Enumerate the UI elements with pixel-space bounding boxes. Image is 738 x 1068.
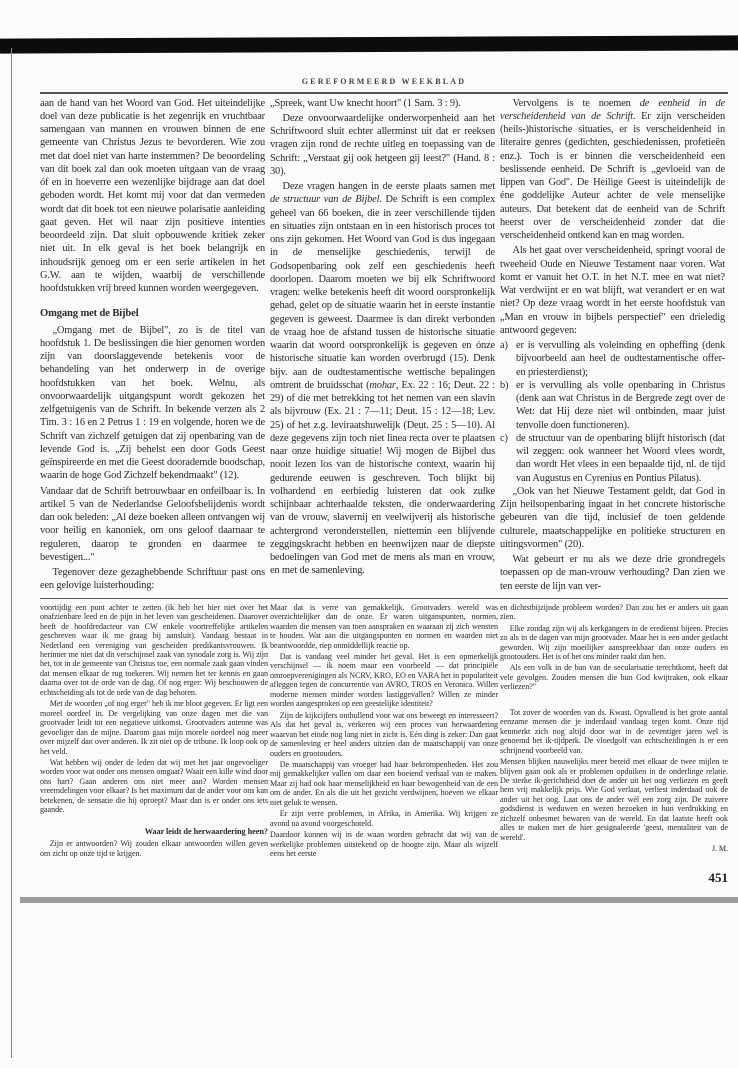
paragraph-text: , Ex. 22 : 16; Deut. 22 : 29) of die met betrekking tot het nemen van een slavin als bijvrouw (Ex. 21 : 7—11; Deut. 15 : 12—18; Lev. 25) of het z.g. leviraatshuwelijk (Deut. 25 : 5—10). Al deze gegevens zijn toch niet linea recta over te plaatsen naar onze huidige situatie! Wij mogen de Bijbel dus nooit lezen los van de historische context, waarin hij gedurende eeuwen is geschreven. Toch blijkt bij volhardend en eerbiedig luisteren dat ook zulke schijnbaar achterhaalde teksten, die onderwaardering van de vrouw, slavernij en veelwijverij als historische achtergrond veronderstellen, niettemin een blijvende zeggingskracht hebben en heenwijzen naar de diepste bedoelingen van God met de mens als man en vrouw, en met de samenleving. [270, 379, 495, 577]
paragraph [270, 652, 498, 709]
paragraph-text: Mensen blijken nauwelijks meer bereid met elkaar de twee mijlen te blijven gaan ook als er problemen opduiken in de onderlinge relatie. De sterke ik-gerichtheid doet de ander uit het oog verliezen en geeft hem vrij makkelijk prijs. Wie God verlaat, verliest inderdaad ook de ander uit het oog. Laat ons de ander wèl een zorg zijn. De zuivere godsdienst is weduwen en wezen bezoeken in hun verdrukking en zichzelf onbesmet bewaren van de wereld. En dat laatste heeft ook alles te maken met de hier gesignaleerde 'geest, mentaliteit van de wereld'. [500, 757, 728, 842]
paragraph [270, 711, 498, 758]
paragraph-text: voortijdig een punt achter te zetten (ik heb het hier niet over het onafzienbare leed en de pijn in het leven van gescheidenen. Daarover heeft de hoofdredacteur van CW enkele voortreffelijke artikelen geschreven waar ik me graag bij aansluit). Vandaag bestaat in Nederland een vereniging van gescheiden predikantsvrouwen. Ik herinner me niet dat dit verschijnsel zaak van synodale zorg is. Wij zijn het, tot in de gemeente van Christus toe, een normale zaak gaan vinden dat mensen elkaar de rug toekeren. Wij nemen het ter kennis en gaan daarna over tot de orde van de dag. Of nog erger: Wij beschouwen de echtscheiding als tot de orde van de dag behoren. [40, 602, 268, 697]
paragraph [40, 839, 268, 858]
paragraph [270, 809, 498, 828]
paragraph [270, 603, 498, 650]
paragraph [500, 757, 728, 842]
paragraph-text: Tegenover deze gezaghebbende Schriftuur past ons een gelovige luisterhouding: [40, 567, 265, 592]
paragraph-text: De maatschappij van vroeger had haar bekrompenheden. Het zou mij gemakkelijker vallen om daar een boeiend verhaal van te maken. Maar zij had ook haar menselijkheid en haar bewogenheid van de een om de ander. En als die uit het gezicht verdwijnen, hoeven we elkaar niet geluk te wensen. [270, 760, 498, 807]
paragraph [40, 485, 265, 565]
list-item [500, 339, 725, 379]
paragraph-text: aan de hand van het Woord van God. Het uiteindelijke doel van deze publicatie is het zegenrijk en vruchtbaar samengaan van mannen en vrouwen binnen de ene gemeente van Christus Jezus te bevorderen. Wie zou met dat doel niet van harte instemmen? De beoordeling van dit boek zal dan ook moeten uitgaan van de vraag óf en in hoeverre een wezenlijke bijdrage aan dat doel geboden wordt. Het komt mij voor dat dan vermeden wordt dat dit boek tot een nieuwe polarisatie aanleiding gaat geven. Het wil naar zijn positieve intenties beoordeeld zijn. Dat sluit opbouwende kritiek zeker niet uit. In elk geval is het boek belangrijk en inhoudsrijk genoeg om er een serie artikelen in het G.W. aan te wijden, waarbij de verschillende hoofdstukken vrij breed kunnen worden weergegeven. [40, 97, 265, 294]
paragraph [500, 603, 728, 622]
scan-bottom-edge [20, 897, 738, 903]
paragraph [270, 180, 495, 578]
bottom-column-3 [500, 603, 728, 854]
emphasis-text: de structuur van de Bijbel [270, 194, 380, 206]
paragraph-text: Wat gebeurt er nu als we deze drie grondregels toepassen op de man-vrouw verhouding? Dan zien we ten eerste de lijn van ver- [500, 554, 725, 592]
emphasis-text: de eenheid in de verscheidenheid van de Schrift [500, 97, 725, 122]
paragraph [270, 760, 498, 807]
paragraph-text: „Omgang met de Bijbel", zo is de titel van hoofdstuk 1. De beslissingen die hier genomen worden zijn van doorslaggevende betekenis voor de behandeling van het onderwerp in de overige hoofdstukken van het boek. Welnu, als onvoorwaardelijk uitgangspunt wordt gekozen het zelfgetuigenis van de Schrift. In bekende verzen als 2 Tim. 3 : 16 en 2 Petrus 1 : 19 en volgende, horen we de Schrift van zichzelf getuigen dat zij openbaring van de levende God is. „Zij behelst een door Gods Geest geïnspireerde en met die Geest doorademde boodschap, waarin de hoge God Zichzelf bekendmaakt" (12). [40, 324, 265, 482]
list-item [500, 432, 725, 485]
paragraph [40, 758, 268, 815]
enumerated-list [500, 339, 725, 485]
top-section [40, 97, 728, 595]
list-item [500, 379, 725, 432]
paragraph-text: Daardoor kunnen wij in de waan worden gebracht dat wij van de werkelijke problemen uitstekend op de hoogte zijn. Maar als wijzelf eens het eerste [270, 830, 498, 859]
bottom-column-1 [40, 603, 268, 860]
paragraph-text: Vandaar dat de Schrift betrouwbaar en onfeilbaar is. In artikel 5 van de Nederlandse Geloofsbelijdenis wordt dan ook beleden: „Al deze boeken alleen ontvangen wij voor heilig en kanoniek, om ons geloof daarnaar te reguleren, daarop te gronden en daarmee te bevestigen..." [40, 485, 265, 563]
bottom-column-2 [270, 603, 498, 861]
paragraph [500, 485, 725, 551]
paragraph-text: . De Schrift is een complex geheel van 66 boeken, die in zeer verschillende tijden en situaties zijn ontstaan en in een historisch proces tot ons zijn gekomen. Het Woord van God is dus ingegaan in de menselijke geschiedenis, terwijl de Godsopenbaring ook zelf een geschiedenis heeft doorlopen. Daarom moeten we bij elk Schriftwoord vragen: welke betekenis heeft dit woord oorspronkelijk gehad, gelet op de situatie waarin het in eerste instantie gegeven is geweest. Daarmee is dan direkt verbonden de vraag hoe de afstand tussen de historische situatie waarin dat woord oorspronkelijk is gegeven en ónze historische situatie kan worden overbrugd (15). Denk bijv. aan de oudtestamentische wettische bepalingen omtrent de bruidsschat ( [270, 194, 496, 391]
paragraph [40, 324, 265, 483]
section-divider [40, 598, 728, 599]
section-heading: Waar leidt de herwaardering heen? [144, 826, 268, 836]
top-column-1 [40, 97, 265, 595]
spacer [500, 694, 728, 708]
paragraph [500, 97, 725, 243]
paragraph [270, 112, 495, 178]
paragraph-text: „Ook van het Nieuwe Testament geldt, dat God in Zijn heilsopenbaring ingaat in het concrete historische gebeuren van die tijd, inclusief de toen geldende culturele, maatschappelijke en politieke structuren en uitingsvormen" (20). [500, 485, 725, 550]
paragraph-text: Zijn er antwoorden? Wij zouden elkaar antwoorden willen geven om zicht op onze tijd te krijgen. [40, 839, 268, 858]
paragraph-text: Als het gaat over verscheidenheid, springt vooral de tweeheid Oude en Nieuwe Testament naar voren. Wat komt er vanuit het O.T. in het N.T. mee en wat niet? Wat verdwijnt er en wat blijft, wat verandert er en wat niet? Op deze vraag wordt in het eerste hoofdstuk van „Man en vrouw in bijbels perspectief" een drieledig antwoord gegeven: [500, 245, 725, 336]
paragraph [500, 663, 728, 691]
paragraph [500, 244, 725, 337]
paragraph-text: Er zijn verre problemen, in Afrika, in Amerika. Wij krijgen ze avond na avond voorgeschoteld. [270, 809, 498, 828]
emphasis-text: mohar [369, 379, 396, 391]
section-heading: Omgang met de Bijbel [40, 308, 139, 320]
list-label: a) [500, 340, 508, 351]
author-signature: J. M. [711, 844, 728, 854]
top-column-3 [500, 97, 725, 595]
page-number: 451 [708, 869, 728, 885]
list-label: c) [500, 432, 508, 444]
paragraph-text: Deze onvoorwaardelijke onderworpenheid aan het Schriftwoord sluit echter allerminst uit dat er reeksen vragen zijn rond de rechte uitleg en toepassing van de Schrift: „Verstaat gij ook hetgeen gij leest?" (Hand. 8 : 30). [270, 112, 495, 177]
paragraph-text: Elke zondag zijn wij als kerkgangers in de eredienst bijeen. Precies zo als in de dagen van mijn grootvader. Maar het is een ander geslacht geworden. Wij zijn moeilijker aanspreekbaar dan onze ouders en grootouders. Het is of het ons minder raakt dan hen. [500, 623, 728, 662]
paragraph-text: Tot zover de woorden van ds. Kwast. Opvallend is het grote aantal eenzame mensen die je inderdaad vandaag tegen komt. Onze tijd kenmerkt zich nog altijd door wat in de zeventiger jaren wel is genoemd het ik-tijdperk. De vloedgolf van echtscheidingen is er een schrijnend voorbeeld van. [500, 707, 728, 755]
bottom-section [40, 603, 728, 861]
top-column-2 [270, 97, 495, 580]
paragraph [270, 97, 495, 110]
paragraph [500, 624, 728, 662]
paragraph-text: Zijn de kijkcijfers onthullend voor wat ons beweegt en interesseert? Als dat het geval is, verkeren wij een proces van herwaardering waarvan het einde nog lang niet in zicht is. Eén ding is zeker: Dan gaat de samenleving er heel anders uitzien dan de maatschappij van onze ouders en grootouders. [270, 710, 498, 758]
paragraph-text: Vervolgens is te noemen [512, 97, 640, 109]
page-footer [40, 861, 728, 887]
list-label: b) [500, 379, 509, 391]
paragraph-text: Deze vragen hangen in de eerste plaats samen met [282, 181, 495, 192]
paragraph-text: Maar dat is verre van gemakkelijk. Grootvaders wereld was overzichtelijker dan de onze. Er waren uitganspunten, normen, waarden die mensen van toen aanspraken en waaraan zij zich wensten te houden. Wat aan die uitgangspunten en normen en waarden niet beantwoordde, riep onmiddellijk reactie op. [270, 602, 498, 650]
paragraph [40, 566, 265, 593]
paragraph [40, 97, 265, 296]
paragraph [500, 708, 728, 755]
masthead: GEREFORMEERD WEEKBLAD [301, 77, 467, 86]
paragraph [270, 830, 498, 858]
paragraph [500, 553, 725, 593]
paragraph-text: . Er zijn verscheiden (heils-)historische situaties, er is verscheidenheid in literaire genres (gedichten, geschiedenissen, profetieën enz.). Toch is er binnen die verscheidenheid een beslissende eenheid. De Schrift is „gevloeid van de lippen van God". De Heilige Geest is uiteindelijk de éne goddelijke Auteur achter de vele menselijke auteurs. Dat betekent dat de eenheid van de Schrift heerst over de verscheidenheid zonder dat die verscheidenheid ontkend kan en mag worden. [500, 110, 725, 241]
paragraph-text: Dat is vandaag veel minder het geval. Het is een opmerkelijk verschijnsel — ik noem maar een voorbeeld — dat principiële omroepverenigingen als NCRV, KRO, EO en VARA het in populariteit afleggen tegen de concurrentie van AVRO, TROS en Veronica. Willen moderne mensen minder worden lastiggevallen? Willen ze minder worden aangesproken op een geestelijke identiteit? [270, 652, 498, 709]
paragraph-text: Wat hebben wij onder de leden dat wij met het jaar ongevoeliger worden voor wat onder ons mensen omgaat? Waait een kille wind door ons hart? Gaan anderen ons niet meer aan? Worden mensen vreemdelingen voor elkaar? Is het maximum dat de ander voor ons kan betekenen, de sensatie die hij oproept? Maar dan is er onder ons iets gaande. [40, 758, 268, 815]
paragraph-text: en dichtstbijzijnde probleem worden? Dan zou het er anders uit gaan zien. [500, 602, 728, 622]
header-rule [40, 92, 728, 94]
list-text: er is vervulling als voleinding en opheffing (denk bijvoorbeeld aan heel de oudtestamentische offer- en priesterdienst); [516, 340, 725, 378]
paragraph [40, 603, 268, 698]
paragraph [40, 699, 268, 756]
paragraph-text: Als een volk in de ban van de secularisatie terechtkomt, heeft dat vele gevolgen. Zouden mensen die hun God kwijtraken, ook elkaar verliezen?" [500, 663, 728, 692]
paragraph-text: Met de woorden „of nog erger" heb ik me bloot gegeven. Er ligt een moreel oordeel in. De vergelijking van onze dagen met die van grootvader leidt tot een negatieve uitkomst. Grootvaders antenne was gevoeliger dan de mijne. Daarom gaat mijn morele oordeel nog meer over mijzelf dan over anderen. Ik zit niet op de tribune. Ik loop ook op het veld. [40, 699, 268, 756]
list-text: er is vervulling als volle openbaring in Christus (denk aan wat Christus in de Bergrede zegt over de Wet: dat Hij deze niet wil ontbinden, maar juist tenvolle doen functioneren). [516, 379, 725, 431]
list-text: de structuur van de openbaring blijft historisch (dat wil zeggen: ook wanneer het Woord vlees wordt, dan wordt Het vlees in een bepaalde tijd, nl. de tijd van Augustus en Cyrenius en Pontius Pilatus). [516, 432, 725, 484]
paragraph-text: „Spreek, want Uw knecht hoort" (1 Sam. 3 : 9). [270, 97, 461, 109]
